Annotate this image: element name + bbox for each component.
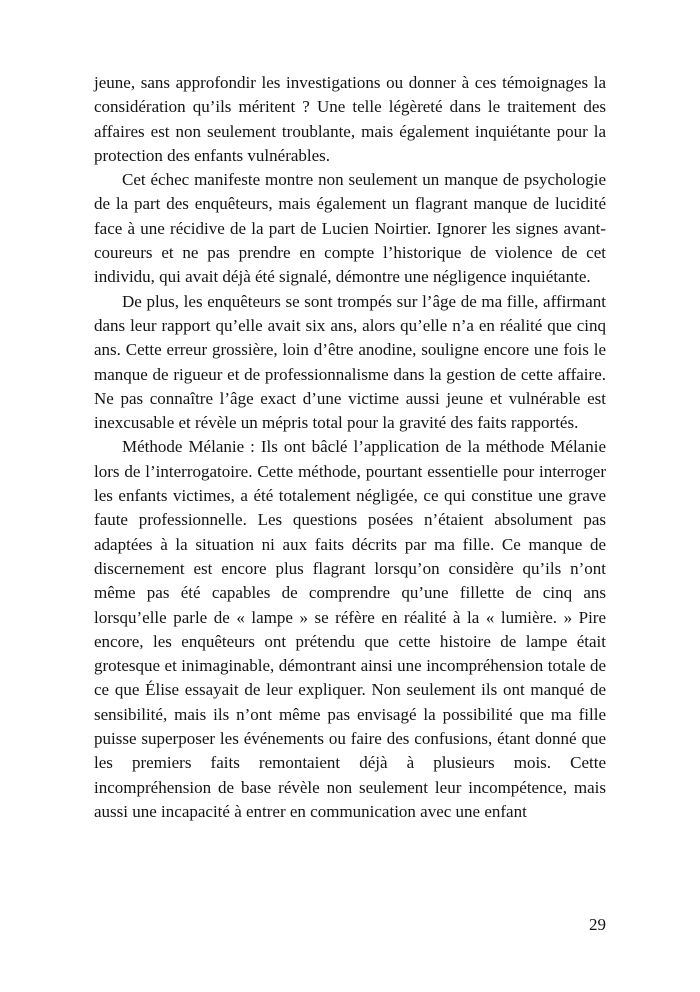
body-paragraph: Cet échec manifeste montre non seulement un manque de psychologie de la part des enquêteurs, mais également un flagrant manque de lucidité face à une récidive de la part de Lucien Noirtier. Ignorer les signes avant-coureurs et ne pas prendre en compte l’historique de violence de cet individu, qui avait déjà été signalé, démontre une négligence inquiétante.	[94, 170, 606, 287]
body-paragraph: Méthode Mélanie : Ils ont bâclé l’application de la méthode Mélanie lors de l’interrogatoire. Cette méthode, pourtant essentielle pour interroger les enfants victimes, a été totalement négligée, ce qui constitue une grave faute professionnelle. Les questions posées n’étaient absolument pas adaptées à la situation ni aux faits décrits par ma fille. Ce manque de discernement est encore plus flagrant lorsqu’on considère qu’ils n’ont même pas été capables de comprendre qu’une fillette de cinq ans lorsqu’elle parle de « lampe » se réfère en réalité à la « lumière. » Pire encore, les enquêteurs ont prétendu que cette histoire de lampe était grotesque et inimaginable, démontrant ainsi une incompréhension totale de ce que Élise essayait de leur expliquer. Non seulement ils ont manqué de sensibilité, mais ils n’ont même pas envisagé la possibilité que ma fille puisse superposer les événements ou faire des confusions, étant donné que les premiers faits remontaient déjà à plusieurs mois. Cette incompréhension de base révèle non seulement leur incompétence, mais aussi une incapacité à entrer en communication avec une enfant	[94, 437, 606, 821]
page-number: 29	[589, 915, 606, 934]
body-text	[94, 71, 606, 824]
body-paragraph: jeune, sans approfondir les investigations ou donner à ces témoignages la considération qu’ils méritent ? Une telle légèreté dans le traitement des affaires est non seulement troublante, mais également inquiétante pour la protection des enfants vulnérables.	[94, 73, 606, 165]
body-paragraph: De plus, les enquêteurs se sont trompés sur l’âge de ma fille, affirmant dans leur rapport qu’elle avait six ans, alors qu’elle n’a en réalité que cinq ans. Cette erreur grossière, loin d’être anodine, souligne encore une fois le manque de rigueur et de professionnalisme dans la gestion de cette affaire. Ne pas connaître l’âge exact d’une victime aussi jeune et vulnérable est inexcusable et révèle un mépris total pour la gravité des faits rapportés.	[94, 291, 606, 433]
